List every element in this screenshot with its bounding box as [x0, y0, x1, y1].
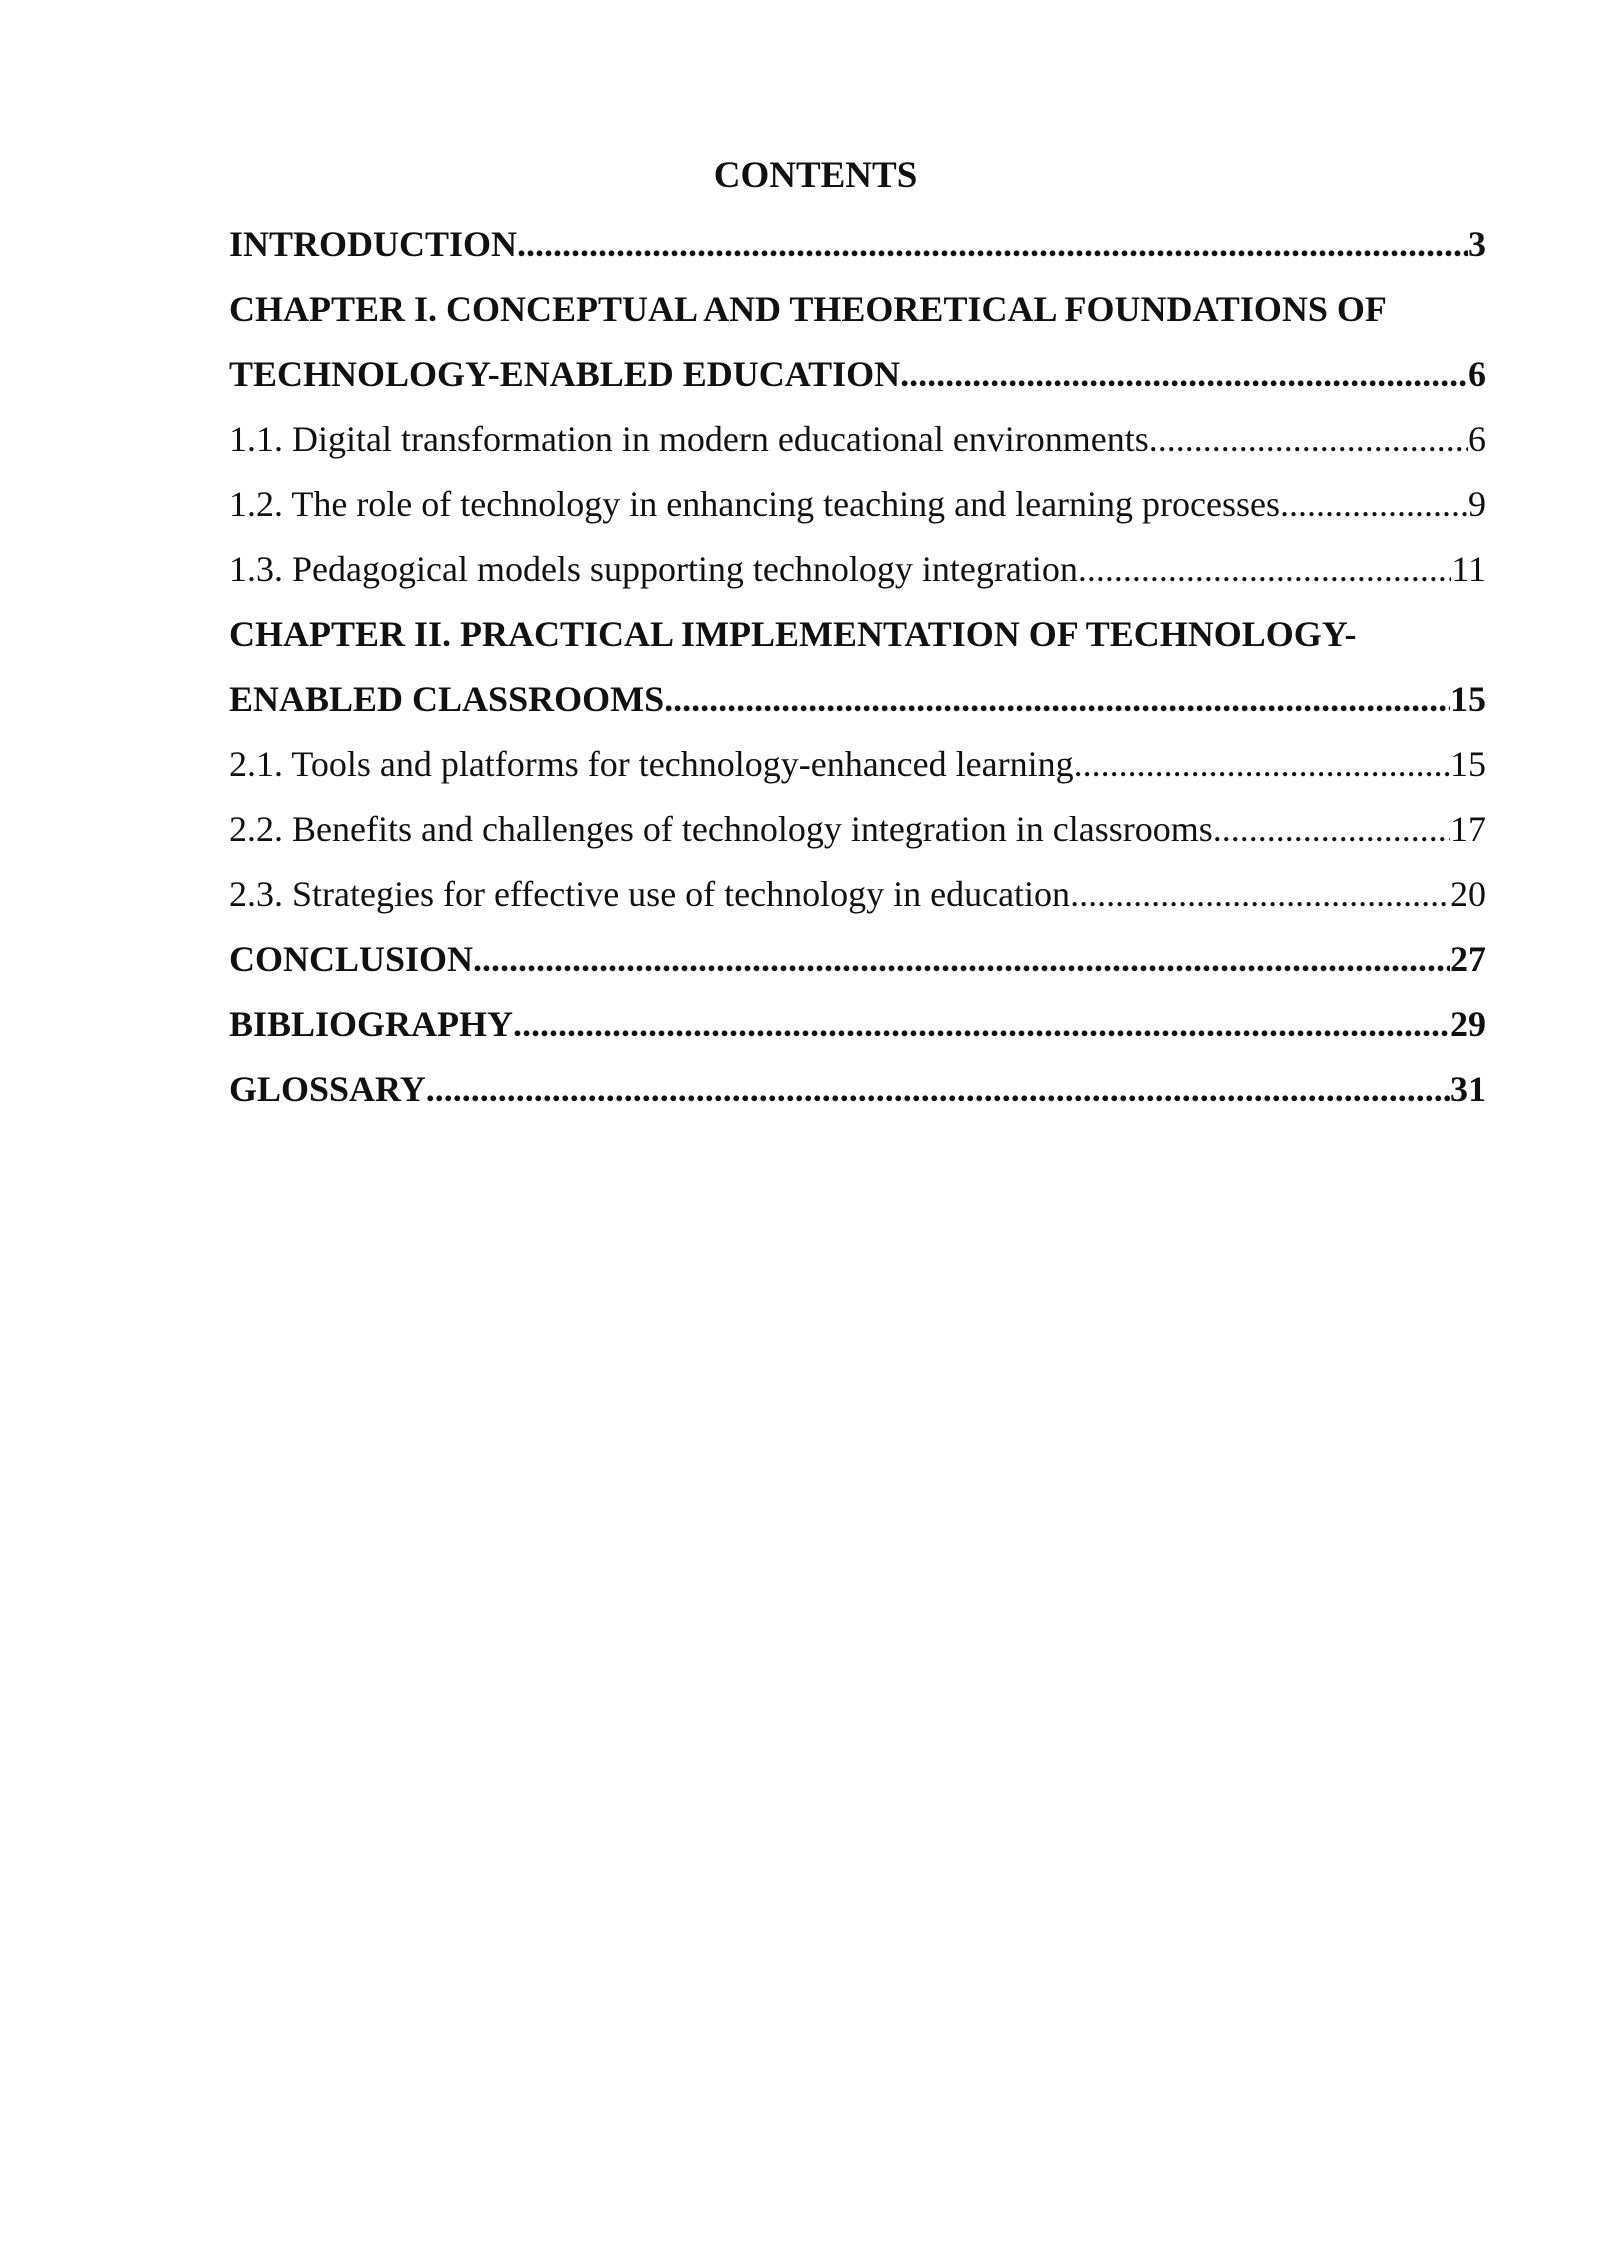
toc-entry-label: CHAPTER II. PRACTICAL IMPLEMENTATION OF TECHNOLOGY- — [229, 614, 1357, 654]
toc-entry-conclusion[interactable] — [229, 927, 1486, 992]
dot-leader — [664, 667, 1450, 732]
toc-entry-1-2[interactable] — [229, 472, 1486, 537]
dot-leader — [1078, 537, 1451, 602]
toc-entry-page: 6 — [1468, 354, 1486, 394]
toc-entry-1-1[interactable] — [229, 407, 1486, 472]
toc-entry-page: 29 — [1450, 1004, 1486, 1044]
toc-entry-chapter-2[interactable] — [229, 667, 1486, 732]
toc-entry-page: 15 — [1450, 744, 1486, 784]
dot-leader — [513, 992, 1450, 1057]
toc-entry-label: CHAPTER I. CONCEPTUAL AND THEORETICAL FOUNDATIONS OF — [229, 289, 1387, 329]
toc-entry-2-2[interactable] — [229, 797, 1486, 862]
toc-entry-chapter-1[interactable] — [229, 342, 1486, 407]
toc-entry-label: GLOSSARY — [229, 1069, 426, 1109]
toc-entry-label: 1.1. Digital transformation in modern educational environments — [229, 419, 1149, 459]
toc-entry-label: CONCLUSION — [229, 939, 474, 979]
dot-leader — [473, 927, 1450, 992]
toc-entry-label: BIBLIOGRAPHY — [229, 1004, 514, 1044]
toc-entry-label: INTRODUCTION — [229, 224, 518, 264]
dot-leader — [426, 1057, 1450, 1122]
toc-entry-label: 2.1. Tools and platforms for technology-enhanced learning — [229, 744, 1074, 784]
toc-entry-introduction[interactable] — [229, 212, 1486, 277]
toc-entry-1-3[interactable] — [229, 537, 1486, 602]
toc-entry-page: 27 — [1450, 939, 1486, 979]
toc-entry-2-3[interactable] — [229, 862, 1486, 927]
dot-leader — [900, 342, 1468, 407]
toc-entry-page: 17 — [1450, 809, 1486, 849]
toc-entry-bibliography[interactable] — [229, 992, 1486, 1057]
toc-entry-label: ENABLED CLASSROOMS — [229, 679, 665, 719]
toc-entry-glossary[interactable] — [229, 1057, 1486, 1122]
toc-entry-chapter-2-line-1[interactable] — [229, 602, 1486, 667]
dot-leader — [1074, 732, 1450, 797]
toc-entry-label: 1.3. Pedagogical models supporting technology integration — [229, 549, 1078, 589]
toc-entry-page: 15 — [1450, 679, 1486, 719]
toc-entry-page: 31 — [1450, 1069, 1486, 1109]
toc-entry-page: 11 — [1451, 549, 1486, 589]
toc-entry-label: TECHNOLOGY-ENABLED EDUCATION — [229, 354, 901, 394]
toc-entry-page: 6 — [1468, 419, 1486, 459]
dot-leader — [1070, 862, 1450, 927]
dot-leader — [1280, 472, 1468, 537]
toc-entry-page: 9 — [1468, 484, 1486, 524]
toc-entry-label: 2.3. Strategies for effective use of technology in education — [229, 874, 1071, 914]
toc-entry-label: 1.2. The role of technology in enhancing teaching and learning processes — [229, 484, 1280, 524]
toc-entry-page: 3 — [1468, 224, 1486, 264]
dot-leader — [517, 212, 1468, 277]
toc-entry-chapter-1-line-1[interactable] — [229, 277, 1486, 342]
table-of-contents — [229, 212, 1486, 1122]
dot-leader — [1149, 407, 1468, 472]
toc-entry-label: 2.2. Benefits and challenges of technology integration in classrooms — [229, 809, 1213, 849]
toc-title: CONTENTS — [713, 155, 918, 196]
dot-leader — [1213, 797, 1450, 862]
toc-entry-2-1[interactable] — [229, 732, 1486, 797]
toc-entry-page: 20 — [1450, 874, 1486, 914]
